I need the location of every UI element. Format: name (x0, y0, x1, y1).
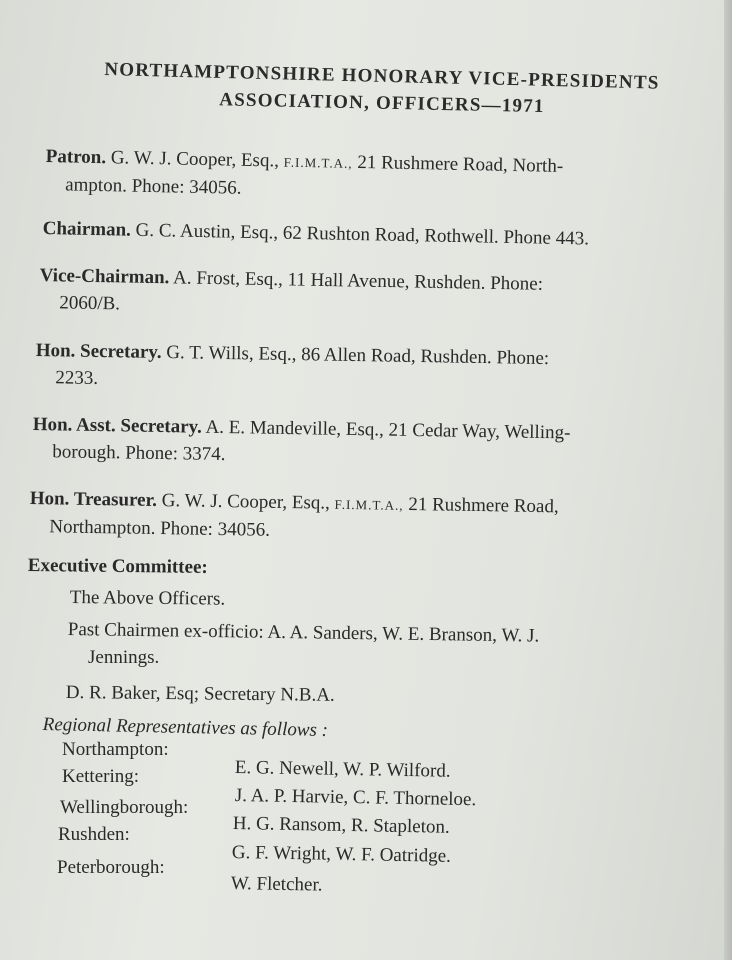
officer-hon-asst-secretary (32, 411, 570, 473)
regional-names: E. G. Newell, W. P. Wilford. (234, 757, 451, 782)
executive-line-past-chairmen-cont: Jennings. (88, 647, 160, 668)
officer-role: Hon. Treasurer. (29, 487, 158, 511)
regional-names: W. Fletcher. (230, 873, 323, 896)
officer-role: Chairman. (42, 217, 132, 241)
officer-role: Hon. Asst. Secretary. (32, 413, 202, 438)
regional-place: Peterborough: (57, 857, 165, 878)
officer-details-cont: 2233. (55, 367, 99, 389)
officer-details: G. T. Wills, Esq., 86 Allen Road, Rushden. Phone: (166, 342, 550, 370)
officer-details-cont: borough. Phone: 3374. (52, 441, 226, 466)
officer-address-cont: Northampton. Phone: 34056. (49, 516, 271, 541)
page-edge (724, 0, 732, 960)
officer-details: A. Frost, Esq., 11 Hall Avenue, Rushden. Phone: (172, 267, 544, 295)
officer-role: Patron. (45, 145, 107, 169)
page-title-line-2: ASSOCIATION, OFFICERS—1971 (219, 89, 545, 118)
officer-address-cont: ampton. Phone: 34056. (64, 174, 242, 199)
regional-place: Northampton: (62, 739, 169, 760)
officer-address: 21 Rushmere Road, (408, 493, 559, 518)
officer-role: Vice-Chairman. (39, 264, 170, 289)
officer-vice-chairman (39, 262, 543, 325)
officer-hon-treasurer (29, 485, 559, 548)
officer-details: A. E. Mandeville, Esq., 21 Cedar Way, Welling- (205, 416, 571, 444)
page-title-line-1: NORTHAMPTONSHIRE HONORARY VICE-PRESIDENTS (104, 59, 660, 94)
regional-heading: Regional Representatives as follows : (42, 713, 329, 741)
officer-qualification: F.I.M.T.A., (334, 496, 404, 513)
officer-chairman (42, 215, 589, 252)
regional-place: Rushden: (58, 824, 130, 845)
regional-names: H. G. Ransom, R. Stapleton. (232, 813, 450, 838)
regional-place: Wellingborough: (60, 797, 189, 818)
officer-details-cont: 2060/B. (59, 292, 121, 315)
officer-address: 21 Rushmere Road, North- (357, 151, 564, 177)
officer-role: Hon. Secretary. (35, 339, 162, 363)
officer-details: G. C. Austin, Esq., 62 Rushton Road, Rothwell. Phone 443. (135, 219, 590, 250)
executive-line-past-chairmen: Past Chairmen ex-officio: A. A. Sanders, W. E. Branson, W. J. (67, 618, 540, 647)
executive-line-nba: D. R. Baker, Esq; Secretary N.B.A. (65, 681, 335, 706)
executive-heading: Executive Committee: (27, 554, 208, 578)
officer-qualification: F.I.M.T.A., (283, 154, 353, 171)
officer-patron (45, 143, 563, 208)
regional-names: J. A. P. Harvie, C. F. Thorneloe. (234, 785, 477, 811)
officer-name: G. W. J. Cooper, Esq., (110, 147, 280, 172)
regional-names: G. F. Wright, W. F. Oatridge. (231, 842, 452, 867)
officer-name: G. W. J. Cooper, Esq., (161, 490, 331, 514)
executive-line-officers: The Above Officers. (69, 586, 226, 610)
officer-hon-secretary (35, 337, 549, 399)
regional-place: Kettering: (62, 766, 140, 787)
